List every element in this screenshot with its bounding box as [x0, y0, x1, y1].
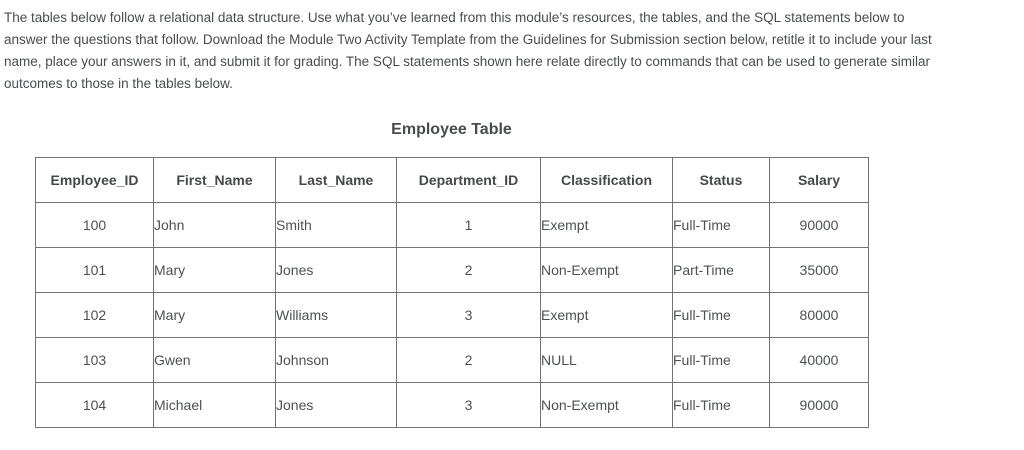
- cell-first-name: Mary: [154, 248, 276, 293]
- column-header-salary: Salary: [770, 158, 869, 203]
- employee-table: [35, 157, 869, 428]
- header-row: [36, 158, 869, 203]
- cell-employee-id: 101: [36, 248, 154, 293]
- column-header-classification: Classification: [541, 158, 673, 203]
- cell-classification: Exempt: [541, 203, 673, 248]
- column-header-first-name: First_Name: [154, 158, 276, 203]
- cell-employee-id: 102: [36, 293, 154, 338]
- cell-department-id: 2: [397, 248, 541, 293]
- cell-status: Full-Time: [673, 383, 770, 428]
- cell-department-id: 3: [397, 293, 541, 338]
- cell-last-name: Williams: [276, 293, 397, 338]
- cell-first-name: Michael: [154, 383, 276, 428]
- column-header-employee-id: Employee_ID: [36, 158, 154, 203]
- cell-last-name: Jones: [276, 383, 397, 428]
- intro-paragraph: The tables below follow a relational data structure. Use what you’ve learned from this module’s resources, the tables, and the SQL statements below to answer the questions that follow. Download the Module Two Activity Template from the Guidelines for Submission section below, retitle it to include your last name, place your answers in it, and submit it for grading. The SQL statements shown here relate directly to commands that can be used to generate similar outcomes to those in the tables below.: [4, 10, 932, 91]
- table-row: [36, 383, 869, 428]
- table-row: [36, 203, 869, 248]
- cell-salary: 40000: [770, 338, 869, 383]
- cell-salary: 90000: [770, 383, 869, 428]
- column-header-status: Status: [673, 158, 770, 203]
- cell-status: Full-Time: [673, 338, 770, 383]
- employee-table-header: [36, 158, 869, 203]
- cell-status: Part-Time: [673, 248, 770, 293]
- cell-department-id: 2: [397, 338, 541, 383]
- document-page: [0, 7, 1024, 428]
- employee-table-body: [36, 203, 869, 428]
- cell-salary: 90000: [770, 203, 869, 248]
- table-row: [36, 293, 869, 338]
- cell-status: Full-Time: [673, 203, 770, 248]
- cell-classification: Non-Exempt: [541, 383, 673, 428]
- cell-last-name: Smith: [276, 203, 397, 248]
- cell-employee-id: 103: [36, 338, 154, 383]
- cell-employee-id: 100: [36, 203, 154, 248]
- employee-table-title: Employee Table: [391, 121, 512, 138]
- cell-classification: Exempt: [541, 293, 673, 338]
- cell-classification: NULL: [541, 338, 673, 383]
- cell-status: Full-Time: [673, 293, 770, 338]
- cell-first-name: Gwen: [154, 338, 276, 383]
- cell-salary: 80000: [770, 293, 869, 338]
- cell-last-name: Johnson: [276, 338, 397, 383]
- column-header-last-name: Last_Name: [276, 158, 397, 203]
- table-row: [36, 248, 869, 293]
- table-row: [36, 338, 869, 383]
- cell-salary: 35000: [770, 248, 869, 293]
- cell-department-id: 3: [397, 383, 541, 428]
- cell-department-id: 1: [397, 203, 541, 248]
- column-header-department-id: Department_ID: [397, 158, 541, 203]
- cell-classification: Non-Exempt: [541, 248, 673, 293]
- cell-first-name: John: [154, 203, 276, 248]
- cell-employee-id: 104: [36, 383, 154, 428]
- cell-first-name: Mary: [154, 293, 276, 338]
- employee-table-section: [35, 120, 868, 428]
- cell-last-name: Jones: [276, 248, 397, 293]
